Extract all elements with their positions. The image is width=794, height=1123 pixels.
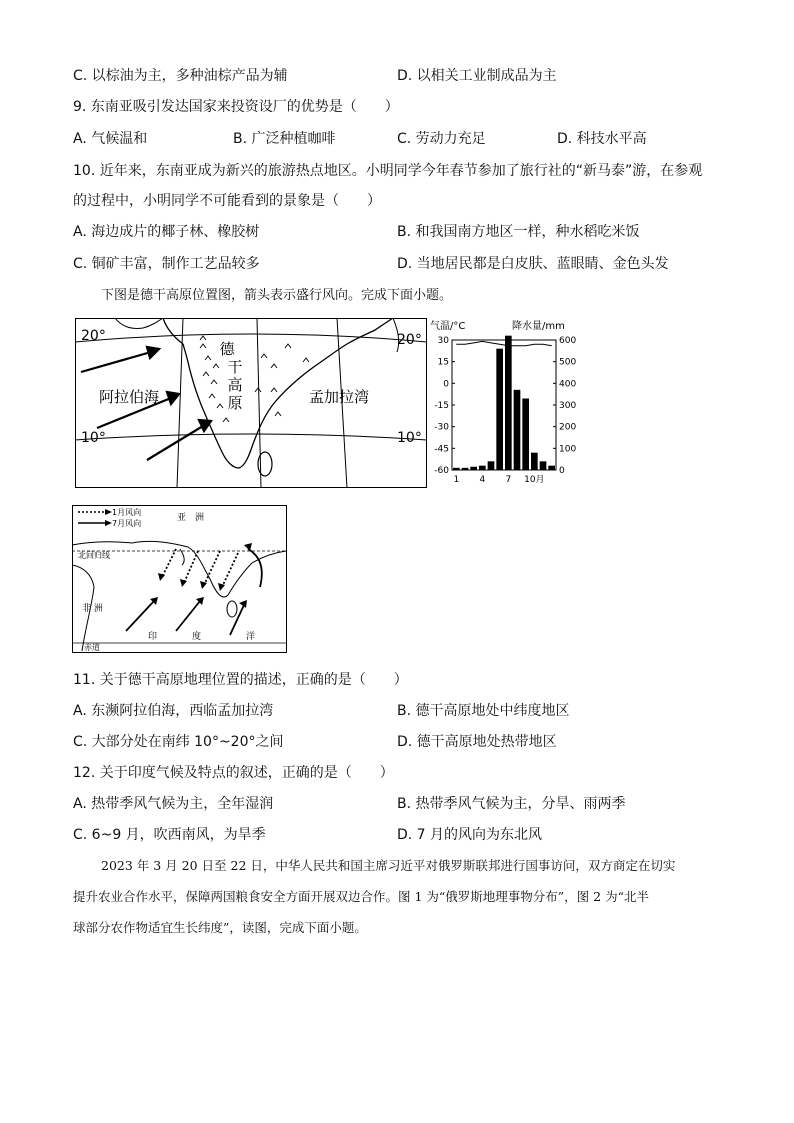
indian-ocean-char-1: 印 (148, 632, 158, 642)
q10-stem-line1: 10. 近年来，东南亚成为新兴的旅游热点地区。小明同学今年春节参加了旅行社的“新马泰”游，在参观 (73, 163, 703, 179)
q10-option-b: B. 和我国南方地区一样，种水稻吃米饭 (397, 224, 640, 240)
q9-option-a: A. 气候温和 (73, 131, 148, 147)
lat-10-left: 10° (81, 430, 106, 446)
legend-jul-label: 7月风向 (112, 519, 142, 528)
temp-tick-label: -45 (434, 444, 449, 455)
q10-stem-line2: 的过程中，小明同学不可能看到的景象是（ ） (73, 193, 381, 209)
precip-tick-label: 200 (559, 422, 577, 433)
intro-russia-line3: 球部分农作物适宜生长纬度”，读图，完成下面小题。 (73, 920, 367, 935)
q9-stem: 9. 东南亚吸引发达国家来投资设厂的优势是（ ） (73, 99, 399, 115)
precip-bar (470, 467, 477, 470)
indian-ocean-char-2: 度 (192, 632, 202, 642)
monsoon-wind-map (72, 505, 287, 653)
temp-tick-label: 15 (437, 357, 449, 368)
precip-bar (548, 466, 555, 470)
q12-stem: 12. 关于印度气候及特点的叙述，正确的是（ ） (73, 765, 394, 781)
month-tick-label: 7 (505, 475, 512, 485)
q12-option-b: B. 热带季风气候为主，分旱、雨两季 (397, 796, 626, 812)
indian-ocean-char-3: 洋 (246, 632, 256, 642)
precip-tick-label: 0 (559, 466, 565, 476)
precip-tick-label: 300 (559, 401, 577, 411)
tropic-label: 北回归线 (78, 551, 110, 560)
legend-jan-label: 1月风向 (112, 508, 142, 517)
precip-bar (479, 466, 486, 470)
temp-tick-label: -15 (434, 401, 449, 411)
q9-option-c: C. 劳动力充足 (397, 131, 486, 147)
equator-label: 赤道 (84, 643, 100, 652)
precip-tick-label: 100 (559, 444, 577, 455)
q8-option-d: D. 以相关工业制成品为主 (397, 68, 557, 84)
deccan-char-4: 原 (227, 394, 243, 412)
deccan-char-1: 德 (219, 340, 235, 358)
precip-tick-label: 500 (559, 357, 577, 368)
precip-bar (522, 399, 529, 471)
precip-bar (462, 468, 469, 470)
q11-option-b: B. 德干高原地处中纬度地区 (397, 703, 570, 719)
month-tick-label: 4 (479, 475, 486, 485)
q12-option-c: C. 6~9 月，吹西南风，为旱季 (73, 827, 266, 843)
month-tick-label: 1 (453, 475, 460, 485)
precip-bar (514, 390, 521, 470)
q11-option-d: D. 德干高原地处热带地区 (397, 734, 557, 750)
intro-russia-line1: 2023 年 3 月 20 日至 22 日，中华人民共和国主席习近平对俄罗斯联邦进行国事访问，双方商定在切实 (101, 858, 676, 873)
precip-tick-label: 400 (559, 379, 577, 390)
temp-tick-label: 30 (437, 336, 449, 346)
lat-20-right: 20° (397, 332, 422, 348)
temp-tick-label: -30 (434, 422, 449, 433)
bay-of-bengal-label: 孟加拉湾 (309, 388, 370, 406)
q12-option-d: D. 7 月的风向为东北风 (397, 827, 543, 843)
intro-deccan: 下图是德干高原位置图，箭头表示盛行风向。完成下面小题。 (101, 288, 453, 303)
precip-bar (540, 461, 547, 470)
precip-tick-label: 600 (559, 336, 577, 346)
climate-chart (428, 318, 584, 486)
q10-option-a: A. 海边成片的椰子林、橡胶树 (73, 224, 260, 240)
deccan-char-2: 干 (227, 358, 243, 376)
month-tick-label: 10月 (524, 475, 545, 485)
temp-axis-label: 气温/°C (430, 321, 466, 332)
q9-option-b: B. 广泛种植咖啡 (233, 131, 336, 147)
precip-bar (531, 453, 538, 470)
q9-option-d: D. 科技水平高 (557, 131, 647, 147)
temperature-line (456, 341, 551, 345)
lat-10-right: 10° (397, 430, 422, 446)
precip-bar (453, 468, 460, 470)
precip-bar (505, 336, 512, 470)
q11-option-a: A. 东濒阿拉伯海，西临孟加拉湾 (73, 703, 274, 719)
precip-bar (496, 349, 503, 470)
q11-option-c: C. 大部分处在南纬 10°~20°之间 (73, 734, 284, 750)
precip-bar (488, 461, 495, 470)
intro-russia-line2: 提升农业合作水平，保障两国粮食安全方面开展双边合作。图 1 为“俄罗斯地理事物分布”，图 2 为“北半 (73, 889, 649, 904)
precip-axis-label: 降水量/mm (512, 321, 565, 332)
africa-label: 非 洲 (82, 604, 103, 614)
arabian-sea-label: 阿拉伯海 (99, 388, 160, 406)
asia-label: 亚 洲 (177, 513, 205, 523)
q10-option-c: C. 铜矿丰富，制作工艺品较多 (73, 256, 260, 272)
deccan-char-3: 高 (227, 376, 243, 394)
q11-stem: 11. 关于德干高原地理位置的描述，正确的是（ ） (73, 672, 408, 688)
q8-option-c: C. 以棕油为主，多种油棕产品为辅 (73, 68, 288, 84)
temp-tick-label: -60 (434, 466, 449, 476)
q12-option-a: A. 热带季风气候为主，全年湿润 (73, 796, 274, 812)
q10-option-d: D. 当地居民都是白皮肤、蓝眼睛、金色头发 (397, 256, 669, 272)
deccan-location-map (75, 318, 427, 488)
temp-tick-label: 0 (443, 379, 449, 390)
lat-20-left: 20° (81, 328, 106, 344)
